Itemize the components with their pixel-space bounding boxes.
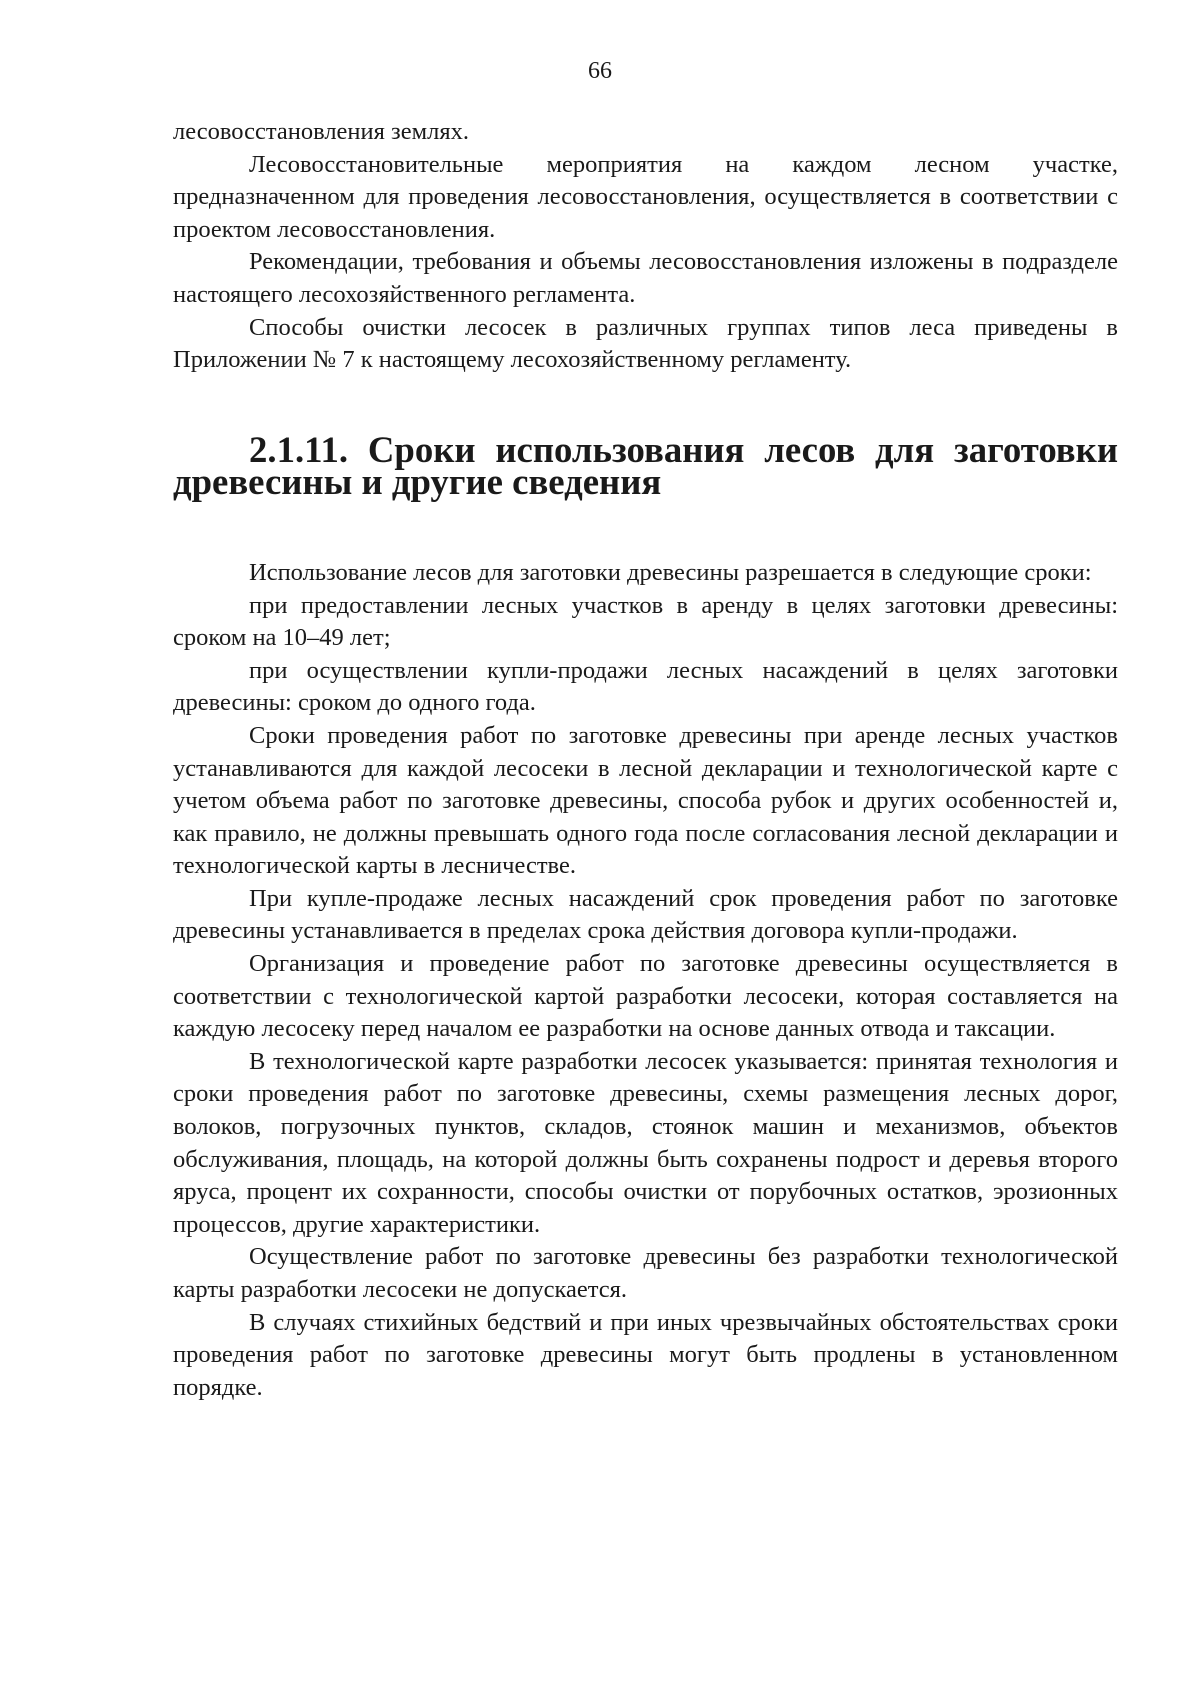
paragraph: Сроки проведения работ по заготовке древесины при аренде лесных участков устанавливаются для каждой лесосеки в лесной декларации и технологической карте с учетом объема работ по заготовке древесины, способа рубок и других особенностей и, как правило, не должны превышать одного года после согласования лесной декларации и технологической карты в лесничестве.	[173, 721, 1118, 880]
paragraph: В случаях стихийных бедствий и при иных чрезвычайных обстоятельствах сроки проведения работ по заготовке древесины могут быть продлены в установленном порядке.	[173, 1308, 1118, 1401]
paragraph: При купле-продаже лесных насаждений срок проведения работ по заготовке древесины устанавливается в пределах срока действия договора купли-продажи.	[173, 884, 1118, 945]
paragraph: В технологической карте разработки лесосек указывается: принятая технология и сроки проведения работ по заготовке древесины, схемы размещения лесных дорог, волоков, погрузочных пунктов, складов, стоянок машин и механизмов, объектов обслуживания, площадь, на которой должны быть сохранены подрост и деревья второго яруса, процент их сохранности, способы очистки от порубочных остатков, эрозионных процессов, другие характеристики.	[173, 1047, 1118, 1238]
lead-fragment: лесовосстановления землях.	[173, 118, 469, 145]
paragraph: Рекомендации, требования и объемы лесовосстановления изложены в подразделе настоящего лесохозяйственного регламента.	[173, 248, 1118, 308]
paragraph: при осуществлении купли-продажи лесных насаждений в целях заготовки древесины: сроком до одного года.	[173, 656, 1118, 717]
paragraph: Осуществление работ по заготовке древесины без разработки технологической карты разработки лесосеки не допускается.	[173, 1243, 1118, 1303]
section-heading: 2.1.11. Сроки использования лесов для заготовки древесины и другие сведения	[173, 428, 1118, 503]
page-content	[173, 116, 1118, 1404]
paragraph: Организация и проведение работ по заготовке древесины осуществляется в соответствии с технологической картой разработки лесосеки, которая составляется на каждую лесосеку перед началом ее разработки на основе данных отвода и таксации.	[173, 950, 1118, 1043]
paragraph: Использование лесов для заготовки древесины разрешается в следующие сроки:	[249, 558, 1092, 586]
page-number: 66	[588, 58, 612, 84]
paragraph: при предоставлении лесных участков в аренду в целях заготовки древесины: сроком на 10–49 лет;	[173, 591, 1118, 652]
paragraph: Лесовосстановительные мероприятия на каждом лесном участке, предназначенном для проведения лесовосстановления, осуществляется в соответствии с проектом лесовосстановления.	[173, 150, 1118, 243]
paragraph: Способы очистки лесосек в различных группах типов леса приведены в Приложении № 7 к настоящему лесохозяйственному регламенту.	[173, 313, 1118, 374]
